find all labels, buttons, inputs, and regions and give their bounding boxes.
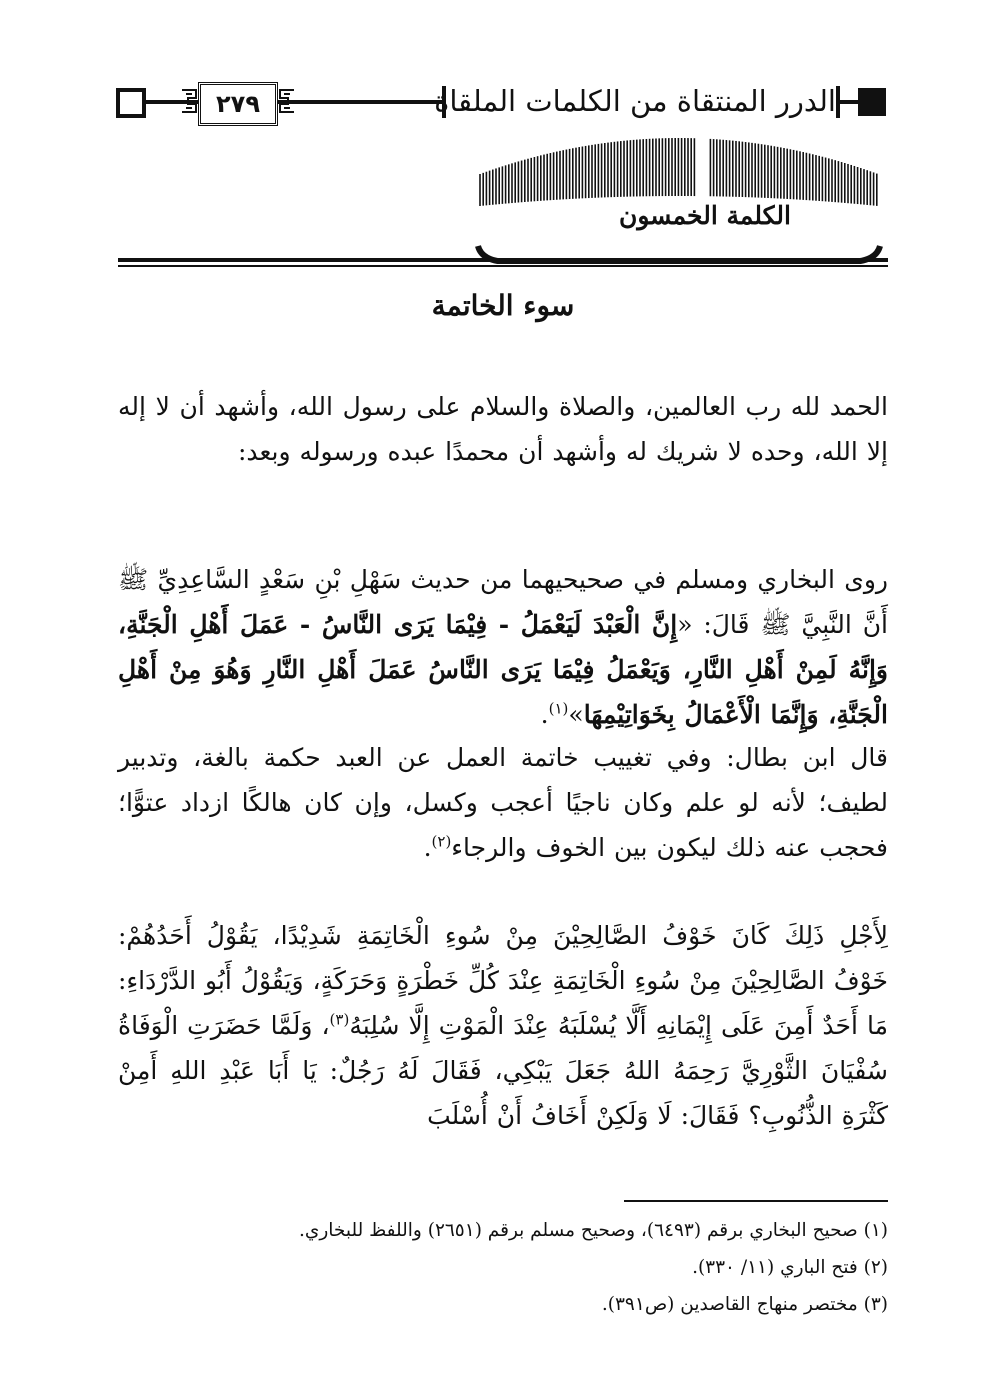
sentence-end: . <box>540 700 549 729</box>
header-rule-thick <box>118 258 888 262</box>
knot-ornament-icon <box>180 86 200 116</box>
footnote: (٢) فتح الباري (١١/ ٣٣٠). <box>692 1257 888 1278</box>
header-divider <box>836 86 840 118</box>
hadith-close-quote: » <box>568 700 584 729</box>
footnote-ref: (٢) <box>431 832 452 851</box>
hadith-intro: روى البخاري ومسلم في صحيحيهما من حديث سَهْلِ بْنِ سَعْدٍ السَّاعِدِيِّ ﷺ أَنَّ النَّبِيَّ ﷺ قَالَ: « <box>118 565 889 639</box>
paragraph-hadith <box>118 557 888 737</box>
page-number-frame <box>198 82 278 126</box>
hadith-text: إِنَّ الْعَبْدَ لَيَعْمَلُ - فِيْمَا يَرَى النَّاسُ - عَمَلَ أَهْلِ الْجَنَّةِ، وَإِنَّهُ لَمِنْ أَهْلِ النَّارِ، وَيَعْمَلُ فِيْمَا يَرَى النَّاسُ عَمَلَ أَهْلِ النَّارِ وَهُوَ مِنْ أَهْلِ الْجَنَّةِ، وَإِنَّمَا الْأَعْمَالُ بِخَوَاتِيْمِهَا <box>118 610 888 729</box>
header-square-filled-icon <box>858 88 886 116</box>
book-title: الدرر المنتقاة من الكلمات الملقاة <box>434 84 836 118</box>
header-rule-mid <box>272 100 444 104</box>
footnote-ref: (١) <box>548 699 569 718</box>
paragraph-text: ، وَلَمَّا حَضَرَتِ الْوَفَاةُ سُفْيَانَ الثَّوْرِيَّ رَحِمَهُ اللهُ جَعَلَ يَبْكِي، فَقَالَ لَهُ رَجُلٌ: يَا أَبَا عَبْدِ اللهِ أَمِنْ كَثْرَةِ الذُّنُوبِ؟ فَقَالَ: لَا وَلَكِنْ أَخَافُ أَنْ أُسْلَبَ <box>118 1011 888 1130</box>
paragraph-text: قال ابن بطال: وفي تغييب خاتمة العمل عن العبد حكمة بالغة، وتدبير لطيف؛ لأنه لو علم وكان ناجيًا أعجب وكسل، وإن كان هالكًا ازداد عتوًّا؛ فحجب عنه ذلك ليكون بين الخوف والرجاء <box>118 743 888 862</box>
sentence-end: . <box>423 833 432 862</box>
paragraph-opening: الحمد لله رب العالمين، والصلاة والسلام على رسول الله، وأشهد أن لا إله إلا الله، وحده لا شريك له وأشهد أن محمدًا عبده ورسوله وبعد: <box>118 392 888 466</box>
paragraph-ibn-battal <box>118 735 888 870</box>
chapter-label: الكلمة الخمسون <box>619 201 791 230</box>
paragraph-fear-of-bad-ending <box>118 913 888 1138</box>
footnote: (٣) مختصر منهاج القاصدين (ص٣٩١). <box>601 1294 888 1315</box>
paragraph-text: لِأَجْلِ ذَلِكَ كَانَ خَوْفُ الصَّالِحِيْنَ مِنْ سُوءِ الْخَاتِمَةِ شَدِيْدًا، يَقُوْلُ أَحَدُهُمْ: خَوْفُ الصَّالِحِيْنَ مِنْ سُوءِ الْخَاتِمَةِ عِنْدَ كُلِّ خَطْرَةٍ وَحَرَكَةٍ، وَيَقُوْلُ أَبُو الدَّرْدَاءِ: مَا أَحَدٌ أَمِنَ عَلَى إِيْمَانِهِ أَلَّا يُسْلَبَهُ عِنْدَ الْمَوْتِ إِلَّا سُلِبَهُ <box>118 921 888 1040</box>
knot-ornament-icon <box>276 86 296 116</box>
page-number: ٢٧٩ <box>216 90 260 118</box>
header-rule-thin <box>118 265 888 267</box>
footnotes <box>118 1212 888 1323</box>
footnote-separator <box>624 1200 888 1202</box>
header-square-outline-icon <box>116 88 146 118</box>
footnote-ref: (٣) <box>329 1010 350 1029</box>
footnote: (١) صحيح البخاري برقم (٦٤٩٣)، وصحيح مسلم برقم (٢٦٥١) واللفظ للبخاري. <box>298 1220 888 1241</box>
section-title: سوء الخاتمة <box>431 289 575 322</box>
